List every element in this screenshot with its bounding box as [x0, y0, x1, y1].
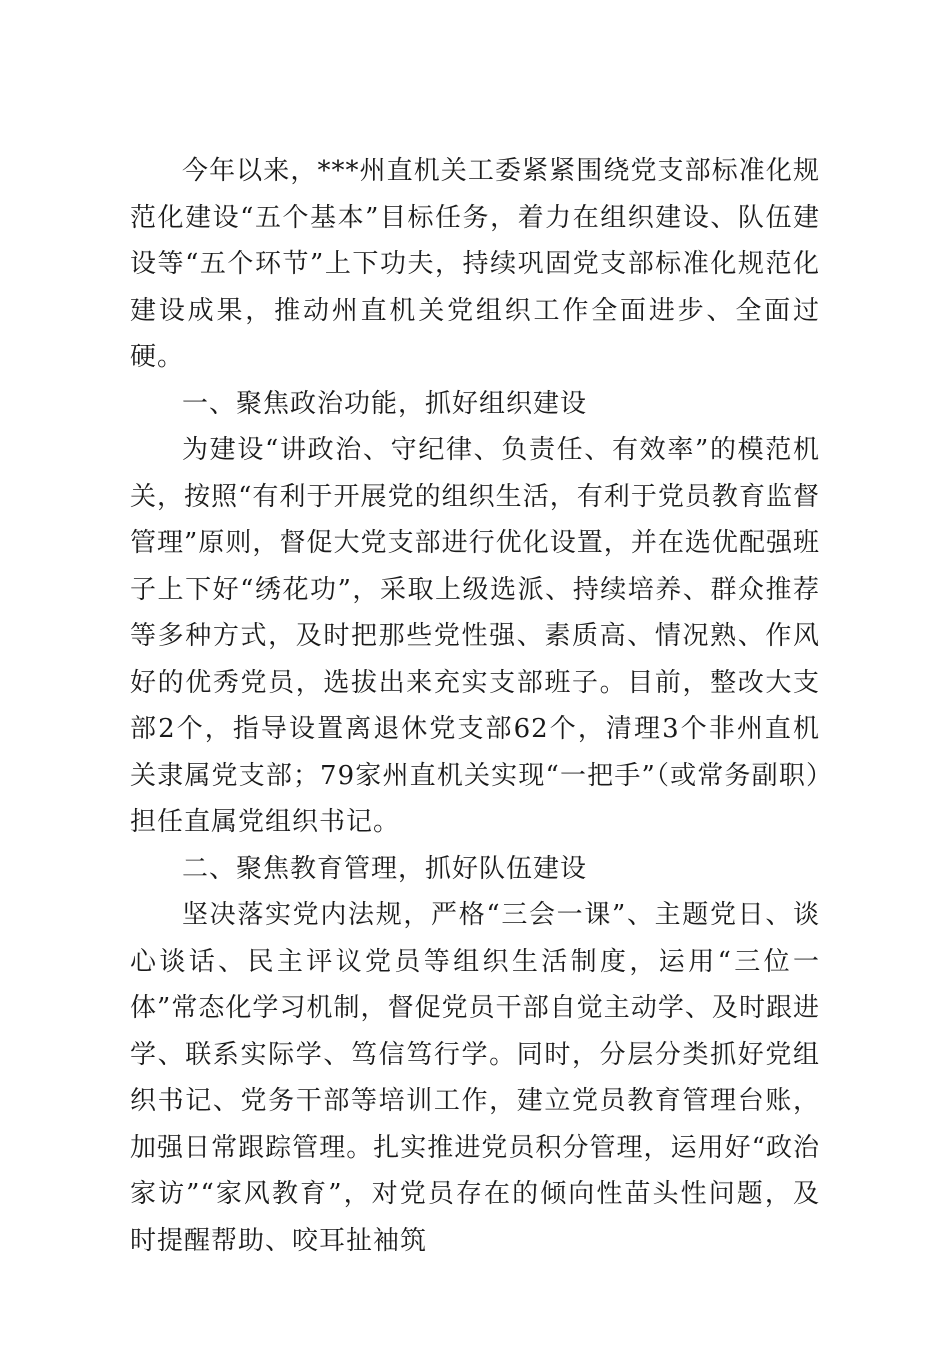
document-body: [130, 148, 820, 1264]
section-1-paragraph: 为建设“讲政治、守纪律、负责任、有效率”的模范机关，按照“有利于开展党的组织生活，有利于党员教育监督管理”原则，督促大党支部进行优化设置，并在选优配强班子上下好“绣花功”，采取上级选派、持续培养、群众推荐等多种方式，及时把那些党性强、素质高、情况熟、作风好的优秀党员，选拔出来充实支部班子。目前，整改大支部2个，指导设置离退休党支部62个，清理3个非州直机关隶属党支部；79家州直机关实现“一把手”（或常务副职）担任直属党组织书记。: [130, 435, 820, 837]
section-heading-1: 一、聚焦政治功能，抓好组织建设: [182, 388, 588, 419]
intro-paragraph: 今年以来，***州直机关工委紧紧围绕党支部标准化规范化建设“五个基本”目标任务，着力在组织建设、队伍建设等“五个环节”上下功夫，持续巩固党支部标准化规范化建设成果，推动州直机关党组织工作全面进步、全面过硬。: [130, 156, 820, 372]
section-2-paragraph: 坚决落实党内法规，严格“三会一课”、主题党日、谈心谈话、民主评议党员等组织生活制度，运用“三位一体”常态化学习机制，督促党员干部自觉主动学、及时跟进学、联系实际学、笃信笃行学。同时，分层分类抓好党组织书记、党务干部等培训工作，建立党员教育管理台账，加强日常跟踪管理。扎实推进党员积分管理，运用好“政治家访”“家风教育”，对党员存在的倾向性苗头性问题，及时提醒帮助、咬耳扯袖筑: [130, 900, 820, 1256]
section-heading-2: 二、聚焦教育管理，抓好队伍建设: [182, 853, 588, 884]
